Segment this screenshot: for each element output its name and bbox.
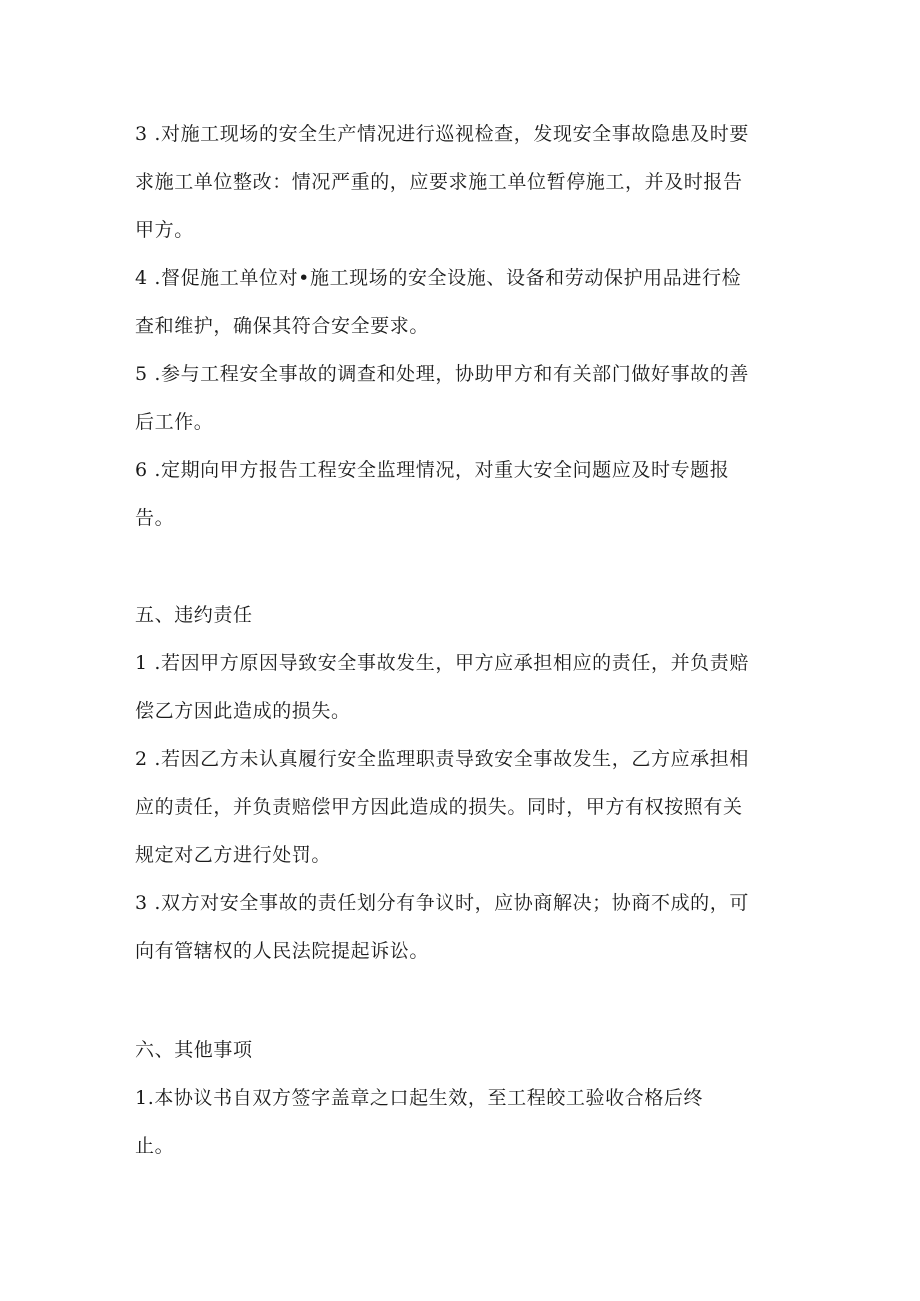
clause-5-line-1: 5 .参与工程安全事故的调查和处理，协助甲方和有关部门做好事故的善 [135,363,749,385]
section-heading-other-matters: 六、其他事项 [135,1039,253,1061]
section-heading-breach-liability: 五、违约责任 [135,604,253,626]
breach-clause-2-line-1: 2 .若因乙方未认真履行安全监理职责导致安全事故发生，乙方应承担相 [135,748,749,770]
clause-6-line-1: 6 .定期向甲方报告工程安全监理情况，对重大安全问题应及时专题报 [135,459,730,481]
other-clause-1-line-1: 1.本协议书自双方签字盖章之口起生效，至工程皎工验收合格后终 [135,1087,704,1109]
breach-clause-1-line-2: 偿乙方因此造成的损失。 [135,700,351,722]
clause-3-line-1: 3 .对施工现场的安全生产情况进行巡视检查，发现安全事故隐患及时要 [135,123,749,145]
clause-6-line-2: 告。 [135,507,175,529]
breach-clause-3-line-2: 向有管辖权的人民法院提起诉讼。 [135,940,430,962]
clause-4-line-2: 查和维护，确保其符合安全要求。 [135,315,430,337]
clause-3-line-3: 甲方。 [135,219,194,241]
breach-clause-1-line-1: 1 .若因甲方原因导致安全事故发生，甲方应承担相应的责任，并负责赔 [135,652,749,674]
clause-5-line-2: 后工作。 [135,411,214,433]
breach-clause-2-line-2: 应的责任，并负责赔偿甲方因此造成的损失。同时，甲方有权按照有关 [135,796,743,818]
other-clause-1-line-2: 止。 [135,1135,175,1157]
breach-clause-2-line-3: 规定对乙方进行处罚。 [135,844,332,866]
clause-3-line-2: 求施工单位整改：情况严重的，应要求施工单位暂停施工，并及时报告 [135,171,743,193]
clause-4-line-1: 4 .督促施工单位对•施工现场的安全设施、设备和劳动保护用品进行检 [135,267,742,289]
breach-clause-3-line-1: 3 .双方对安全事故的责任划分有争议时，应协商解决；协商不成的，可 [135,892,749,914]
